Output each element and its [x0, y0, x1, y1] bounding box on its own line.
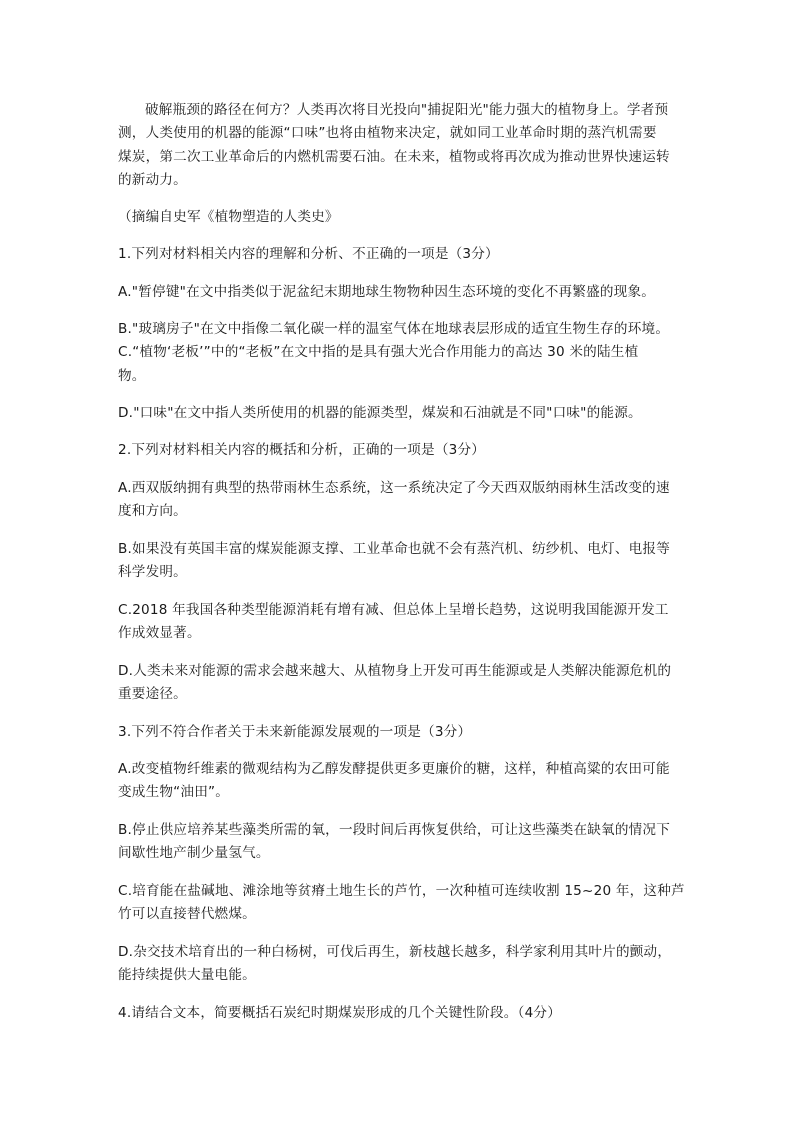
q2-option-c: C.2018 年我国各种类型能源消耗有增有减、但总体上呈增长趋势，这说明我国能源开发工	[118, 602, 669, 618]
paragraph-line: 的新动力。	[118, 172, 187, 188]
q3-option-b: B.停止供应培养某些藻类所需的氧，一段时间后再恢复供给，可让这些藻类在缺氧的情况下	[118, 822, 670, 838]
paragraph-line: 煤炭，第二次工业革命后的内燃机需要石油。在未来，植物或将再次成为推动世界快速运转	[118, 149, 670, 165]
q2-option-d: D.人类未来对能源的需求会越来越大、从植物身上开发可再生能源或是人类解决能源危机的	[118, 663, 672, 679]
q3-option-d: D.杂交技术培育出的一种白杨树，可伐后再生，新枝越长越多，科学家利用其叶片的颤动，	[118, 944, 672, 960]
q1-option-d: D."口味"在文中指人类所使用的机器的能源类型，煤炭和石油就是不同"口味"的能源。	[118, 405, 642, 421]
q3-option-a: A.改变植物纤维素的微观结构为乙醇发酵提供更多更廉价的糖，这样，种植高粱的农田可能	[118, 761, 670, 777]
question-2-stem: 2.下列对材料相关内容的概括和分析，正确的一项是（3分）	[118, 442, 486, 458]
q2-option-c-cont: 作成效显著。	[118, 625, 201, 641]
paragraph-line: 破解瓶颈的路径在何方？人类再次将目光投向"捕捉阳光"能力强大的植物身上。学者预	[145, 102, 669, 118]
q2-option-b-cont: 科学发明。	[118, 564, 187, 580]
q3-option-b-cont: 间歇性地产制少量氢气。	[118, 845, 270, 861]
q1-option-a: A."暂停键"在文中指类似于泥盆纪末期地球生物物种因生态环境的变化不再繁盛的现象。	[118, 284, 656, 300]
paragraph-line: 测，人类使用的机器的能源“口味”也将由植物来决定，就如同工业革命时期的蒸汽机需要	[118, 125, 657, 141]
question-1-stem: 1.下列对材料相关内容的理解和分析、不正确的一项是（3分）	[118, 246, 499, 262]
q2-option-b: B.如果没有英国丰富的煤炭能源支撑、工业革命也就不会有蒸汽机、纺纱机、电灯、电报等	[118, 541, 670, 557]
q3-option-c-cont: 竹可以直接替代燃煤。	[118, 906, 256, 922]
q2-option-a: A.西双版纳拥有典型的热带雨林生态系统，这一系统决定了今天西双版纳雨林生活改变的速	[118, 480, 670, 496]
q1-option-b: B."玻璃房子"在文中指像二氧化碳一样的温室气体在地球表层形成的适宜生物生存的环境。	[118, 321, 670, 337]
question-3-stem: 3.下列不符合作者关于未来新能源发展观的一项是（3分）	[118, 724, 472, 740]
q3-option-c: C.培育能在盐碱地、滩涂地等贫瘠土地生长的芦竹，一次种植可连续收割 15~20 年，这种芦	[118, 883, 685, 899]
question-4-stem: 4.请结合文本，简要概括石炭纪时期煤炭形成的几个关键性阶段。（4分）	[118, 1005, 562, 1021]
q1-option-c: C.“植物‘老板’”中的“老板”在文中指的是具有强大光合作用能力的高达 30 米的陆生植	[118, 344, 639, 360]
source-citation: （摘编自史军《植物塑造的人类史》	[118, 209, 339, 225]
q1-option-c-cont: 物。	[118, 368, 146, 384]
q3-option-a-cont: 变成生物“油田”。	[118, 784, 230, 800]
q2-option-a-cont: 度和方向。	[118, 503, 187, 519]
q3-option-d-cont: 能持续提供大量电能。	[118, 967, 256, 983]
q2-option-d-cont: 重要途径。	[118, 686, 187, 702]
